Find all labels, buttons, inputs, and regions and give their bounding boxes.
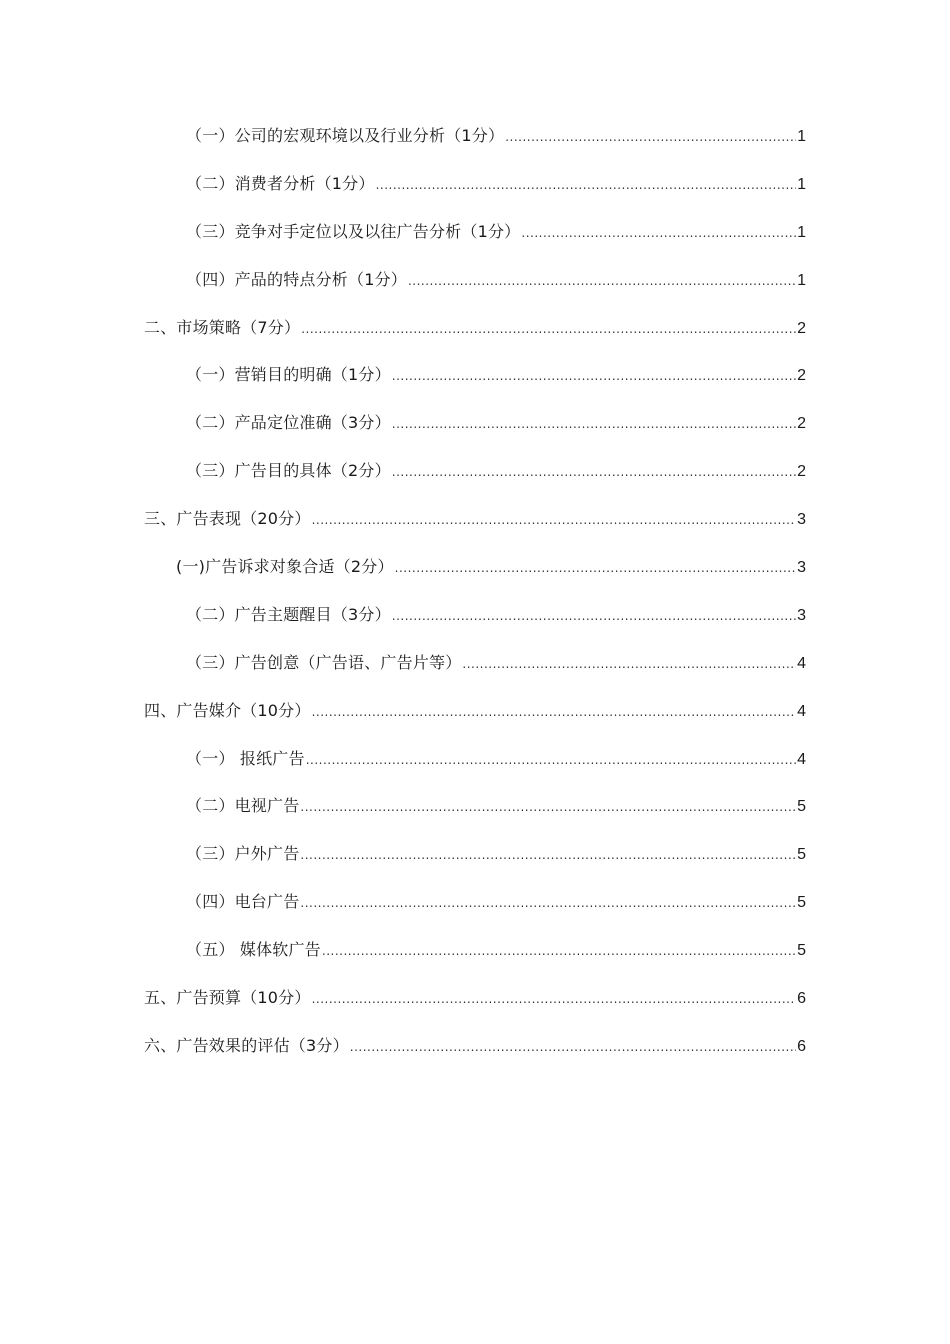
- toc-entry[interactable]: [186, 878, 806, 926]
- toc-entry-page: 2: [797, 367, 806, 385]
- toc-entry-page: 5: [797, 942, 806, 960]
- toc-entry-page: 1: [797, 128, 806, 145]
- toc-entry[interactable]: [186, 256, 806, 304]
- toc-entry[interactable]: [144, 1022, 806, 1070]
- toc-leader-dots: [306, 737, 796, 785]
- toc-entry-page: 6: [797, 1037, 806, 1055]
- toc-leader-dots: [376, 162, 797, 210]
- toc-entry-label: （一）营销目的明确（1分）: [186, 365, 391, 385]
- toc-entry[interactable]: [186, 591, 806, 639]
- toc-entry-page: 5: [797, 846, 806, 864]
- toc-leader-dots: [350, 1024, 796, 1072]
- toc-entry-page: 3: [797, 511, 806, 529]
- toc-entry[interactable]: [186, 830, 806, 878]
- toc-entry-label: 六、广告效果的评估（3分）: [144, 1035, 349, 1055]
- toc-entry-label: （二）电视广告: [186, 796, 300, 816]
- toc-entry-label: （四）产品的特点分析（1分）: [186, 269, 407, 289]
- toc-entry[interactable]: [144, 974, 806, 1022]
- toc-entry[interactable]: [186, 926, 806, 974]
- toc-leader-dots: [312, 689, 797, 737]
- toc-entry-page: 2: [797, 415, 806, 433]
- toc-entry-page: 4: [797, 702, 806, 720]
- toc-entry-label: （二）消费者分析（1分）: [186, 173, 375, 193]
- toc-leader-dots: [392, 401, 796, 449]
- toc-entry[interactable]: [186, 782, 806, 830]
- toc-entry-page: 3: [797, 559, 806, 577]
- toc-entry-page: 1: [797, 175, 806, 193]
- toc-entry-label: 四、广告媒介（10分）: [144, 700, 311, 720]
- toc-entry[interactable]: [186, 399, 806, 447]
- toc-entry-page: 4: [797, 654, 806, 672]
- toc-entry-label: （三）竞争对手定位以及以往广告分析（1分）: [186, 221, 521, 241]
- toc-entry-label: （二）产品定位准确（3分）: [186, 413, 391, 433]
- toc-leader-dots: [408, 258, 796, 306]
- toc-leader-dots: [392, 353, 796, 401]
- toc-entry[interactable]: [186, 735, 806, 783]
- toc-entry[interactable]: [176, 543, 806, 591]
- toc-entry-page: 2: [797, 319, 806, 337]
- toc-entry[interactable]: [144, 495, 806, 543]
- toc-leader-dots: [392, 449, 796, 497]
- toc-entry[interactable]: [144, 304, 806, 352]
- toc-entry-label: （三）广告创意（广告语、广告片等）: [186, 652, 462, 672]
- toc-leader-dots: [505, 114, 796, 162]
- toc-leader-dots: [301, 306, 796, 354]
- toc-leader-dots: [395, 545, 796, 593]
- toc-entry[interactable]: [186, 639, 806, 687]
- toc-entry-page: 6: [797, 990, 806, 1008]
- toc-leader-dots: [392, 593, 796, 641]
- toc-entry-label: 五、广告预算（10分）: [144, 988, 311, 1008]
- toc-entry-label: （一） 报纸广告: [186, 748, 305, 768]
- toc-entry[interactable]: [144, 687, 806, 735]
- toc-entry-label: (一)广告诉求对象合适（2分）: [176, 557, 394, 577]
- toc-entry-label: 三、广告表现（20分）: [144, 509, 311, 529]
- toc-entry-page: 3: [797, 606, 806, 624]
- toc-entry-label: （三）户外广告: [186, 844, 300, 864]
- toc-entry-page: 4: [797, 750, 806, 768]
- toc-entry-label: （三）广告目的具体（2分）: [186, 461, 391, 481]
- toc-entry[interactable]: [186, 351, 806, 399]
- toc-leader-dots: [300, 784, 796, 832]
- toc-entry[interactable]: [186, 112, 806, 160]
- toc-entry-page: 2: [797, 463, 806, 481]
- toc-entry-label: （四）电台广告: [186, 892, 300, 912]
- toc-entry-label: 二、市场策略（7分）: [144, 317, 301, 337]
- toc-leader-dots: [300, 880, 796, 928]
- toc-entry-label: （五） 媒体软广告: [186, 940, 321, 960]
- toc-entry-page: 1: [797, 271, 806, 289]
- toc-entry[interactable]: [186, 160, 806, 208]
- table-of-contents: [0, 112, 950, 1070]
- toc-entry[interactable]: [186, 208, 806, 256]
- toc-entry-page: 5: [797, 798, 806, 816]
- toc-entry-label: （一）公司的宏观环境以及行业分析（1分）: [186, 126, 505, 145]
- toc-leader-dots: [322, 928, 796, 976]
- toc-entry-page: 1: [797, 223, 806, 241]
- toc-leader-dots: [521, 210, 796, 258]
- toc-leader-dots: [312, 497, 797, 545]
- toc-entry-label: （二）广告主题醒目（3分）: [186, 604, 391, 624]
- toc-leader-dots: [312, 976, 797, 1024]
- toc-entry[interactable]: [186, 447, 806, 495]
- toc-leader-dots: [462, 641, 796, 689]
- toc-leader-dots: [300, 832, 796, 880]
- toc-entry-page: 5: [797, 894, 806, 912]
